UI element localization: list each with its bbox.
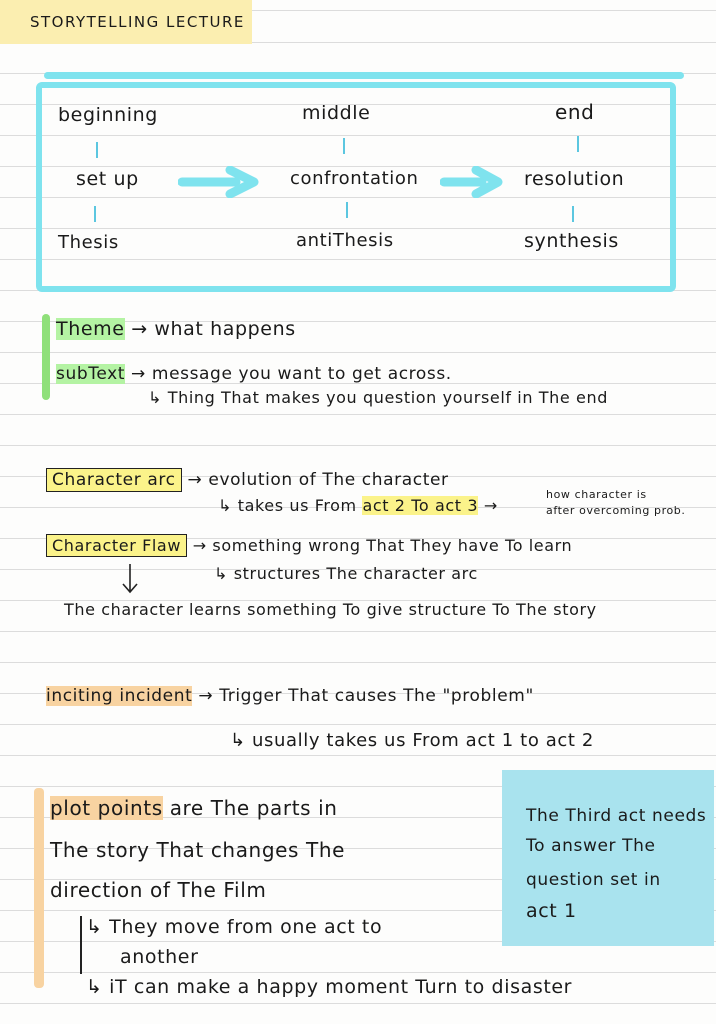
plot-line-1-rest: are The parts in — [169, 796, 338, 820]
col1-tick-1 — [96, 142, 98, 158]
character-arc-side-1: how character is — [546, 488, 647, 501]
character-arc-def-2: takes us From — [237, 496, 357, 515]
arrow-right-icon — [178, 166, 260, 198]
plot-sub-2-text: iT can make a happy moment Turn to disaster — [109, 976, 573, 998]
arrow-icon: → — [198, 686, 214, 706]
character-arc-row-2 — [218, 496, 498, 515]
plot-sub-1-text: They move from one act to — [109, 916, 383, 938]
character-arc-label: Character arc — [46, 468, 182, 492]
note-line-2: To answer The — [526, 836, 656, 856]
arrow-icon: → — [192, 536, 207, 555]
note-line-1: The Third act needs — [526, 806, 707, 826]
character-flaw-row-2 — [214, 564, 478, 583]
plot-line-3: direction of The Film — [50, 878, 267, 902]
hook-arrow-icon: ↳ — [230, 730, 246, 751]
theme-definition: what happens — [154, 318, 296, 340]
col1-mid: set up — [76, 168, 139, 190]
hook-arrow-icon: ↳ — [86, 976, 103, 998]
col1-tick-2 — [94, 206, 96, 222]
note-line-3: question set in — [526, 870, 661, 890]
plot-sub-1 — [86, 916, 382, 938]
character-arc-row — [46, 470, 449, 490]
plot-sub-2 — [86, 976, 572, 998]
col3-tick-2 — [572, 206, 574, 222]
col2-mid: confrontation — [290, 168, 419, 189]
structure-top-line — [44, 72, 684, 79]
subtext-definition-1: message you want to get across. — [151, 364, 452, 384]
arrow-icon: → — [483, 496, 498, 515]
character-arc-def-1: evolution of The character — [208, 470, 449, 490]
character-flaw-def-2: structures The character arc — [233, 564, 478, 583]
incident-def-1: Trigger That causes The "problem" — [219, 686, 534, 706]
sticky-note — [502, 770, 714, 946]
note-line-4: act 1 — [526, 900, 577, 922]
col2-tick-2 — [346, 202, 348, 218]
hook-arrow-icon: ↳ — [218, 496, 233, 515]
plot-line-1 — [50, 796, 338, 820]
theme-label: Theme — [56, 318, 125, 340]
green-margin-bar — [42, 314, 50, 400]
character-flaw-result: The character learns something To give structure To The story — [64, 600, 597, 619]
hook-arrow-icon: ↳ — [86, 916, 103, 938]
theme-row — [56, 318, 296, 340]
plot-line-2: The story That changes The — [50, 838, 345, 862]
col3-top: end — [555, 100, 595, 124]
plot-bracket-line — [80, 916, 82, 974]
col1-top: beginning — [58, 104, 158, 126]
subtext-row-2 — [148, 388, 608, 407]
col2-tick-1 — [343, 138, 345, 154]
orange-margin-bar — [34, 788, 44, 988]
col3-mid: resolution — [524, 168, 625, 190]
col1-bottom: Thesis — [58, 232, 119, 253]
arrow-icon: → — [131, 318, 148, 340]
title-tab — [0, 0, 252, 44]
subtext-row — [56, 364, 452, 384]
character-flaw-row — [46, 536, 572, 555]
col2-bottom: antiThesis — [296, 230, 394, 251]
arrow-icon: → — [187, 470, 203, 490]
hook-arrow-icon: ↳ — [148, 388, 163, 407]
character-arc-acts: act 2 To act 3 — [362, 496, 479, 515]
col2-top: middle — [302, 102, 371, 124]
arrow-icon: → — [131, 364, 146, 384]
plot-sub-1b: another — [120, 946, 199, 968]
subtext-label: subText — [56, 364, 126, 384]
arrow-right-icon — [440, 166, 504, 198]
page-title: STORYTELLING LECTURE — [30, 13, 245, 31]
plot-points-label: plot points — [50, 796, 163, 820]
arrow-down-icon — [120, 562, 140, 596]
col3-bottom: synthesis — [524, 230, 619, 252]
col3-tick-1 — [577, 136, 579, 152]
incident-def-2: usually takes us From act 1 to act 2 — [252, 730, 594, 751]
incident-row-2 — [230, 730, 594, 751]
incident-label: inciting incident — [46, 686, 193, 706]
character-flaw-label: Character Flaw — [46, 534, 187, 557]
character-arc-side-2: after overcoming prob. — [546, 504, 686, 517]
character-flaw-def-1: something wrong That They have To learn — [212, 536, 573, 555]
incident-row — [46, 686, 534, 706]
hook-arrow-icon: ↳ — [214, 564, 229, 583]
subtext-definition-2: Thing That makes you question yourself in The end — [167, 388, 608, 407]
